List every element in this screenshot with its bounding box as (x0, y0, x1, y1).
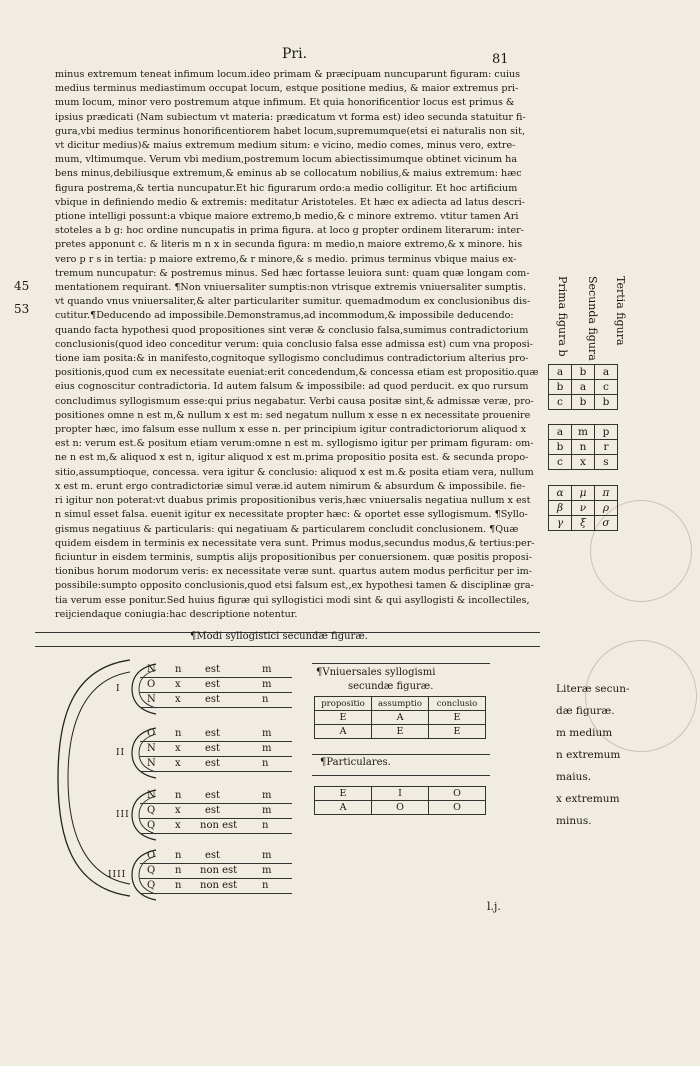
modus-term: N (147, 694, 156, 705)
grid-cell: b (549, 380, 572, 395)
rule (312, 775, 490, 776)
row-rule (140, 741, 292, 742)
modus-term: Q (147, 805, 156, 816)
modus-term: x (175, 743, 181, 754)
mood-cell: A (315, 801, 372, 815)
outer-brace (52, 658, 132, 898)
grid-cell: a (572, 380, 595, 395)
side-note-line: minus. (556, 815, 592, 827)
universales-table (314, 696, 486, 739)
text-line: vt dicitur medius)& maius extremum medium situm: e vicino, medio comes, minus vero, extre- (55, 140, 516, 152)
text-line: ipsius prædicati (Nam subiectum vt materia: prædicatum vt forma est) ideo secunda statuitur fi- (55, 111, 526, 123)
side-note-line: x extremum (556, 793, 620, 805)
modus-term: est (205, 664, 221, 675)
side-note-line: n extremum (556, 749, 621, 761)
modus-term: non est (200, 880, 238, 891)
mood-cell: O (429, 801, 486, 815)
modus-term: Q (147, 880, 156, 891)
text-line: ficiuntur in eisdem terminis, sumptis alijs propositionibus per conuersionem. quæ positis proposi- (55, 551, 532, 563)
row-rule (140, 771, 292, 772)
row-rule (140, 692, 292, 693)
main-text-block (55, 68, 550, 622)
text-line: gismus negatiuus & particularis: qui negatiuam & particularem concludit conclusionem. ¶Quæ (55, 523, 519, 535)
side-note-line: maius. (556, 771, 592, 783)
side-note-line: Literæ secun- (556, 683, 630, 695)
modus-number: III (116, 810, 130, 820)
modus-term: n (175, 850, 182, 861)
grid-cell: σ (595, 516, 618, 531)
label-prima-figura: Prima figura b (556, 276, 569, 357)
row-rule (140, 893, 292, 894)
text-line: cutitur.¶Deducendo ad impossibile.Demonstramus,ad incommodum,& impossibile deducendo: (55, 310, 514, 322)
grid-cell: b (572, 395, 595, 410)
grid-cell: p (595, 425, 618, 440)
mood-cell: A (315, 725, 372, 739)
text-line: concludimus syllogismum esse:qui prius negabatur. Verbi causa positæ sint,& admissæ veræ, pro- (55, 395, 534, 407)
text-line: minus extremum teneat infimum locum.ideo primam & præcipuam nuncuparunt figuram: cuius (55, 69, 521, 80)
modus-term: n (262, 820, 269, 831)
grid-cell: r (595, 440, 618, 455)
grid-cell: ν (572, 501, 595, 516)
figure-labels (556, 276, 636, 361)
modus-number: I (116, 684, 121, 694)
letter-grid-greek (548, 485, 618, 531)
row-rule (140, 863, 292, 864)
text-line: positiones omne n est m,& nullum x est m: sed negatum nullum x esse n ex necessitate prouenire (55, 409, 531, 421)
modus-term: m (262, 743, 272, 754)
modus-term: m (262, 805, 272, 816)
modus-term: est (205, 758, 221, 769)
column-header: assumptio (372, 697, 429, 711)
modus-term: Q (147, 820, 156, 831)
text-line: propter hæc, imo falsum esse nullum x esse n. per principium igitur contradictoriorum aliquod x (55, 424, 527, 436)
text-line: mentationem requirant. ¶Non vniuersaliter sumptis:non vtrisque extremis vniuersaliter sumptis. (55, 282, 527, 294)
row-rule (140, 707, 292, 708)
margin-number: 53 (14, 302, 30, 316)
mood-cell: E (429, 725, 486, 739)
text-line: bens minus,debiliusque extremum,& eminus ab se collocatum nobilius,& maius extremum: hæc (55, 168, 522, 180)
modus-term: non est (200, 820, 238, 831)
text-line: possibile:sumpto opposito conclusionis,quod etsi falsum est,,ex hypothesi tamen & disciplinæ gra- (55, 580, 534, 592)
margin-number: 45 (14, 279, 30, 293)
modus-term: m (262, 790, 272, 801)
text-line: n simul esset falsa. euenit igitur ex necessitate propter hæc: & oportet esse syllogismum. ¶Syllo- (55, 509, 528, 521)
row-rule (140, 818, 292, 819)
mood-cell: E (315, 711, 372, 725)
grid-cell: ρ (595, 501, 618, 516)
side-note-line: m medium (556, 727, 613, 739)
grid-cell: β (549, 501, 572, 516)
text-line: mum, vltimumque. Verum vbi medium,postremum locum abiectissimumque obtinet vicinum ha (55, 154, 518, 166)
grid-cell: x (572, 455, 595, 470)
rule (35, 646, 540, 647)
text-line: conclusionis(quod ideo conceditur verum: quia conclusio falsa esse admissa est) cum vna proposi- (55, 338, 533, 350)
rule (312, 754, 490, 755)
modus-term: est (205, 850, 221, 861)
side-note (556, 678, 630, 832)
letter-grid-prima (548, 364, 618, 410)
text-line: reijciendaque coniugia:hac descriptione notentur. (55, 608, 298, 620)
modus-term: x (175, 820, 181, 831)
universales-subtitle: secundæ figuræ. (348, 681, 434, 692)
modus-term: est (205, 694, 221, 705)
modus-term: n (175, 664, 182, 675)
modus-term: n (175, 728, 182, 739)
text-line: mum locum, minor vero postremum atque infimum. Et quia honorificentior locus est primus & (55, 97, 515, 109)
text-line: figura postrema,& tertia nuncupatur.Et hic figurarum ordo:a medio colligitur. Et hoc artificium (55, 182, 518, 194)
mood-cell: E (315, 787, 372, 801)
modus-term: n (175, 790, 182, 801)
running-head: Pri. (282, 46, 308, 62)
mood-cell: A (372, 711, 429, 725)
mood-cell: O (372, 801, 429, 815)
mood-cell: E (429, 711, 486, 725)
grid-cell: s (595, 455, 618, 470)
text-line: tione iam posita:& in manifesto,cognitoque syllogismo concludimus contradictorium alterius pro- (55, 353, 529, 365)
modus-number: IIII (108, 870, 127, 880)
particulares-title: ¶Particulares. (320, 757, 391, 768)
rule (312, 663, 490, 664)
grid-cell: m (572, 425, 595, 440)
row-rule (140, 756, 292, 757)
modus-term: m (262, 728, 272, 739)
row-rule (140, 833, 292, 834)
modus-term: n (175, 880, 182, 891)
modus-term: n (175, 865, 182, 876)
letter-grid-secunda (548, 424, 618, 470)
text-line: stoteles a b g: hoc ordine nuncupatis in prima figura. at loco g propter ordinem literarum: inter- (55, 225, 524, 237)
modus-term: m (262, 865, 272, 876)
mood-cell: O (429, 787, 486, 801)
label-tertia-figura: Tertia figura (614, 276, 627, 346)
modi-title: ¶Modi syllogistici secundæ figuræ. (190, 631, 368, 642)
text-line: pretes apponunt c. & literis m n x in secunda figura: m medio,n maiore extremo,& x minore. his (55, 239, 523, 251)
modus-term: N (147, 790, 156, 801)
mood-cell: I (372, 787, 429, 801)
row-rule (140, 677, 292, 678)
grid-cell: a (549, 365, 572, 380)
modus-term: n (262, 880, 269, 891)
modus-term: x (175, 694, 181, 705)
modus-term: est (205, 790, 221, 801)
modus-term: O (147, 728, 156, 739)
text-line: quando facta hypothesi quod propositiones sint veræ & conclusio falsa,sumimus contradictorium (55, 324, 529, 336)
text-line: tia verum esse ponitur.Sed huius figuræ qui syllogistici modi sint & qui asyllogisti & incollectiles, (55, 594, 530, 606)
modus-term: n (262, 694, 269, 705)
row-rule (140, 878, 292, 879)
mood-cell: E (372, 725, 429, 739)
modus-number: II (116, 748, 126, 758)
label-secunda-figura: Secunda figura (586, 276, 599, 361)
modus-term: est (205, 743, 221, 754)
text-line: quidem eisdem in terminis ex necessitate vera sunt. Primus modus,secundus modus,& tertius:per- (55, 537, 535, 549)
grid-cell: b (595, 395, 618, 410)
modus-term: non est (200, 865, 238, 876)
text-line: x est m. erunt ergo contradictoriæ simul veræ.id autem nimirum & absurdum & impossibile. fie- (55, 480, 526, 492)
modus-term: x (175, 758, 181, 769)
modus-term: est (205, 728, 221, 739)
modus-term: Q (147, 865, 156, 876)
modus-term: m (262, 850, 272, 861)
grid-cell: a (549, 425, 572, 440)
modus-term: m (262, 664, 272, 675)
modus-term: est (205, 679, 221, 690)
modus-term: O (147, 679, 156, 690)
modus-term: x (175, 805, 181, 816)
modus-term: O (147, 850, 156, 861)
text-line: tremum nuncupatur: & postremus minus. Sed hæc fortasse leuiora sunt: quam quæ longam com- (55, 267, 530, 279)
text-line: eius cognoscitur contradictoria. Id autem falsum & impossibile: ad quod perducit. ex quo rursum (55, 381, 529, 393)
grid-cell: c (595, 380, 618, 395)
column-header: conclusio (429, 697, 486, 711)
text-line: medius terminus mediastimum occupat locum, estque positione medius, & maior extremus pri- (55, 83, 519, 95)
grid-cell: ξ (572, 516, 595, 531)
particulares-table (314, 786, 486, 815)
text-line: gura,vbi medius terminus honorificentiorem habet locum,supremumque(etsi ei naturalis non sit, (55, 125, 525, 137)
folio-number: 81 (492, 52, 509, 67)
text-line: ptione intelligi possunt:a vbique maiore extremo,b medio,& c minore extremo. vtitur tamen Ari (55, 211, 519, 223)
text-line: tionibus horum modorum veris: ex necessitate veræ sunt. quartus autem modus perficitur per im- (55, 566, 533, 578)
modus-term: N (147, 664, 156, 675)
grid-cell: γ (549, 516, 572, 531)
grid-cell: π (595, 486, 618, 501)
modus-term: N (147, 758, 156, 769)
modus-term: x (175, 679, 181, 690)
grid-cell: α (549, 486, 572, 501)
grid-cell: c (549, 395, 572, 410)
text-line: vero p r s in tertia: p maiore extremo,& r minore,& s medio. primus terminus vbique maius ex- (55, 253, 517, 265)
signature-mark: l.j. (487, 900, 501, 913)
modus-term: N (147, 743, 156, 754)
side-note-line: dæ figuræ. (556, 705, 615, 717)
text-line: vt quando vnus vniuersaliter,& alter particulariter sumitur. quemadmodum ex conclusionibus dis- (55, 296, 531, 308)
text-line: sitio,assumptioque, concessa. vera igitur & conclusio: aliquod x est m.& posita etiam vera, nullum (55, 466, 534, 478)
column-header: propositio (315, 697, 372, 711)
grid-cell: b (572, 365, 595, 380)
text-line: ri igitur non poterat:vt duabus primis propositionibus veris,hæc vniuersalis negatiua nullum x est (55, 495, 531, 507)
grid-cell: a (595, 365, 618, 380)
universales-title: ¶Vniuersales syllogismi (316, 667, 436, 678)
row-rule (140, 803, 292, 804)
text-line: ne n est m,& aliquod x est n, igitur aliquod x est m.prima propositio posita est. & secunda propo- (55, 452, 529, 464)
modus-term: est (205, 805, 221, 816)
text-line: positionis,quod cum ex necessitate eueniat:erit concedendum,& concessa etiam est propositio.quæ (55, 367, 539, 379)
grid-cell: b (549, 440, 572, 455)
text-line: est n: verum est.& positum etiam verum:omne n est m. syllogismo igitur per primam figuram: om- (55, 438, 534, 450)
modus-term: n (262, 758, 269, 769)
grid-cell: μ (572, 486, 595, 501)
grid-cell: n (572, 440, 595, 455)
text-line: vbique in definiendo medio & extremis: meditatur Aristoteles. Et hæc ex adiecta ad latus descri- (55, 196, 525, 208)
modus-term: m (262, 679, 272, 690)
grid-cell: c (549, 455, 572, 470)
